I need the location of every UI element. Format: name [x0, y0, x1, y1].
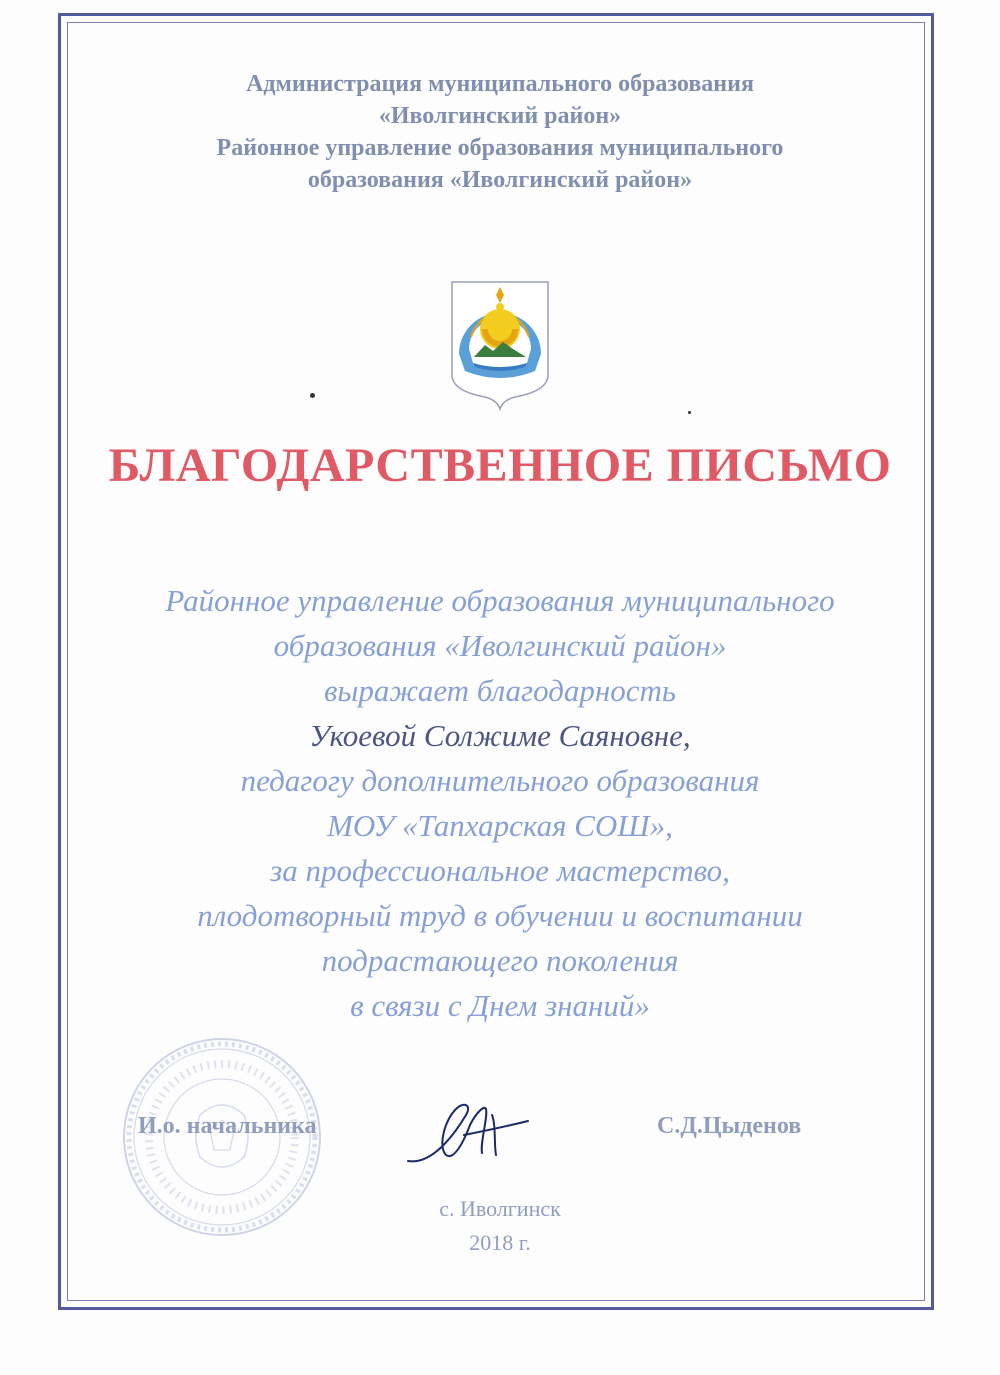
footer-year: 2018 г. [469, 1230, 531, 1255]
body-line-3: выражает благодарность [323, 673, 677, 708]
body-line-5: педагогу дополнительного образования [240, 763, 760, 798]
coat-of-arms-icon [449, 279, 551, 411]
recipient-name: Укоевой Солжиме Саяновне, [309, 718, 691, 753]
body-line-10: в связи с Днем знаний» [350, 988, 650, 1023]
speck [688, 411, 691, 414]
speck [310, 393, 315, 398]
signatory-position: И.о. начальника [138, 1113, 317, 1139]
body-line-9: подрастающего поколения [321, 943, 679, 978]
body-line-7: за профессиональное мастерство, [270, 853, 730, 888]
document-footer [0, 1192, 1000, 1260]
header-line-1: Администрация муниципального образования [246, 71, 754, 97]
header-line-3: Районное управление образования муниципального [216, 135, 784, 161]
body-line-8: плодотворный труд в обучении и воспитании [197, 898, 803, 933]
signatory-name: С.Д.Цыденов [657, 1113, 802, 1139]
body-line-6: МОУ «Тапхарская СОШ», [327, 808, 673, 843]
footer-place: с. Иволгинск [439, 1196, 561, 1221]
body-line-2: образования «Иволгинский район» [273, 628, 727, 663]
document-title: БЛАГОДАРСТВЕННОЕ ПИСЬМО [108, 439, 892, 492]
letter-body [0, 578, 1000, 1028]
header-line-4: образования «Иволгинский район» [307, 167, 693, 193]
signature-mark [404, 1095, 532, 1173]
body-line-1: Районное управление образования муниципального [165, 583, 835, 618]
header-line-2: «Иволгинский район» [378, 103, 622, 129]
document-header [0, 68, 1000, 196]
